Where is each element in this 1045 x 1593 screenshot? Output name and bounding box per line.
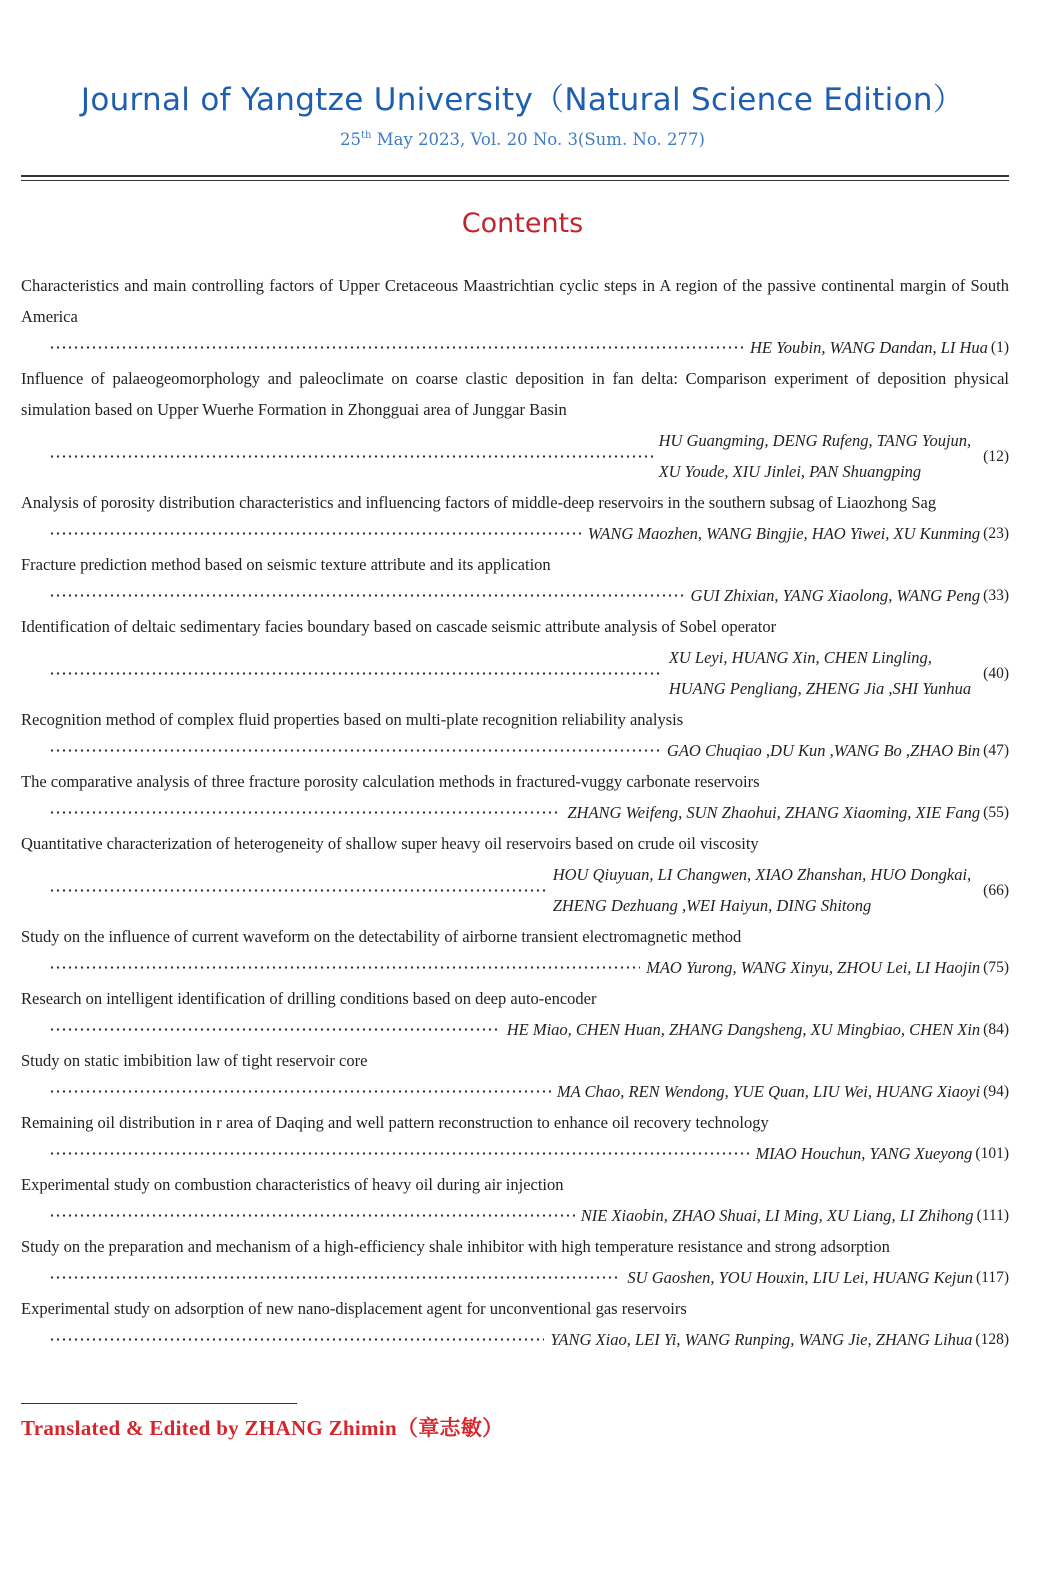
article-authors: HUANG Pengliang, ZHENG Jia ,SHI Yunhua [668,679,972,698]
author-line [21,859,1009,921]
issue-line [0,130,1045,149]
author-line [21,425,1009,487]
article-authors: GUI Zhixian, YANG Xiaolong, WANG Peng [690,586,981,605]
dot-leader [49,961,640,975]
article-authors: ZHENG Dezhuang ,WEI Haiyun, DING Shitong [552,896,872,915]
authors-block [659,425,972,487]
toc-entry[interactable] [21,766,1009,828]
article-title: Experimental study on adsorption of new nano-displacement agent for unconventional gas reservoirs [21,1299,687,1318]
toc-entry[interactable] [21,1231,1009,1293]
author-line [21,580,1009,611]
dot-leader [49,883,547,897]
toc-entry[interactable] [21,921,1009,983]
article-title: Remaining oil distribution in r area of Daqing and well pattern reconstruction to enhance oil recovery technology [21,1113,769,1132]
page-number: (23) [983,525,1009,542]
article-authors: ZHANG Weifeng, SUN Zhaohui, ZHANG Xiaoming, XIE Fang [567,803,981,822]
author-line [21,797,1009,828]
article-authors: XU Youde, XIU Jinlei, PAN Shuangping [658,462,922,481]
page-number: (101) [975,1145,1009,1162]
toc-entry[interactable] [21,487,1009,549]
translator-credit: Translated & Edited by ZHANG Zhimin（章志敏） [21,1416,504,1440]
page-number: (111) [976,1207,1009,1224]
toc-entry[interactable] [21,1107,1009,1169]
authors-block [581,1200,974,1231]
toc-entry[interactable] [21,363,1009,487]
authors-block [557,1076,980,1107]
dot-leader [49,1147,749,1161]
page-number: (47) [983,742,1009,759]
page-number: (117) [976,1269,1009,1286]
article-title: Recognition method of complex fluid properties based on multi-plate recognition reliability analysis [21,710,684,729]
toc-entry[interactable] [21,549,1009,611]
author-line [21,1138,1009,1169]
author-line [21,1262,1009,1293]
article-title: Influence of palaeogeomorphology and paleoclimate on coarse clastic deposition in fan delta: Comparison experiment of deposition physical simulation based on Upper Wuerhe Formation in Zhongguai area of Junggar Basin [21,369,1009,419]
author-line [21,1014,1009,1045]
authors-block [627,1262,973,1293]
authors-block [507,1014,980,1045]
author-line [21,1200,1009,1231]
dot-leader [49,1209,575,1223]
dot-leader [49,589,685,603]
table-of-contents [21,270,1009,1355]
toc-entry[interactable] [21,1293,1009,1355]
article-authors: MA Chao, REN Wendong, YUE Quan, LIU Wei, HUANG Xiaoyi [556,1082,981,1101]
authors-block [750,332,988,363]
article-title: Identification of deltaic sedimentary facies boundary based on cascade seismic attribute analysis of Sobel operator [21,617,777,636]
article-authors: GAO Chuqiao ,DU Kun ,WANG Bo ,ZHAO Bin [666,741,981,760]
toc-entry[interactable] [21,611,1009,704]
toc-entry[interactable] [21,1169,1009,1231]
page-number: (84) [983,1021,1009,1038]
article-title: Study on the influence of current waveform on the detectability of airborne transient electromagnetic method [21,927,742,946]
issue-details: May 2023, Vol. 20 No. 3(Sum. No. 277) [371,130,705,149]
article-authors: YANG Xiao, LEI Yi, WANG Runping, WANG Jie, ZHANG Lihua [550,1330,973,1349]
dot-leader [49,1333,544,1347]
article-title: Study on the preparation and mechanism of a high-efficiency shale inhibitor with high temperature resistance and strong adsorption [21,1237,890,1256]
page-number: (1) [990,339,1009,356]
page-number: (128) [975,1331,1009,1348]
authors-block [646,952,980,983]
author-line [21,952,1009,983]
issue-day: 25 [340,130,362,149]
contents-heading: Contents [461,208,584,239]
page-number: (55) [983,804,1009,821]
article-title: Research on intelligent identification of drilling conditions based on deep auto-encoder [21,989,597,1008]
dot-leader [49,449,653,463]
dot-leader [49,1023,501,1037]
dot-leader [49,1271,621,1285]
authors-block [553,859,971,921]
article-authors: WANG Maozhen, WANG Bingjie, HAO Yiwei, XU Kunming [587,524,981,543]
article-authors: MIAO Houchun, YANG Xueyong [755,1144,973,1163]
footer-rule [21,1403,297,1404]
page-number: (75) [983,959,1009,976]
dot-leader [49,806,561,820]
article-authors: XU Leyi, HUANG Xin, CHEN Lingling, [668,648,932,667]
authors-block [669,642,971,704]
page-number: (12) [983,447,1009,465]
article-title: The comparative analysis of three fracture porosity calculation methods in fractured-vuggy carbonate reservoirs [21,772,760,791]
journal-title: Journal of Yangtze University（Natural Science Edition） [80,82,965,118]
article-title: Analysis of porosity distribution characteristics and influencing factors of middle-deep reservoirs in the southern subsag of Liaozhong Sag [21,493,937,512]
toc-entry[interactable] [21,983,1009,1045]
authors-block [667,735,980,766]
article-title: Experimental study on combustion characteristics of heavy oil during air injection [21,1175,564,1194]
authors-block [755,1138,972,1169]
article-title: Characteristics and main controlling factors of Upper Cretaceous Maastrichtian cyclic steps in A region of the passive continental margin of South America [21,276,1009,326]
toc-entry[interactable] [21,828,1009,921]
article-authors: HU Guangming, DENG Rufeng, TANG Youjun, [658,431,972,450]
article-authors: HE Miao, CHEN Huan, ZHANG Dangsheng, XU Mingbiao, CHEN Xin [506,1020,981,1039]
toc-entry[interactable] [21,1045,1009,1107]
article-authors: SU Gaoshen, YOU Houxin, LIU Lei, HUANG Kejun [627,1268,973,1287]
authors-block [691,580,981,611]
issue-day-suffix: th [361,130,372,141]
article-authors: HE Youbin, WANG Dandan, LI Hua [749,338,988,357]
article-authors: HOU Qiuyuan, LI Changwen, XIAO Zhanshan, HUO Dongkai, [552,865,972,884]
authors-block [588,518,980,549]
toc-entry[interactable] [21,704,1009,766]
dot-leader [49,341,744,355]
dot-leader [49,744,661,758]
article-authors: NIE Xiaobin, ZHAO Shuai, LI Ming, XU Liang, LI Zhihong [580,1206,974,1225]
dot-leader [49,527,582,541]
page-number: (33) [983,587,1009,604]
authors-block [550,1324,972,1355]
page-number: (40) [983,664,1009,682]
author-line [21,735,1009,766]
toc-entry[interactable] [21,270,1009,363]
header-rule-thin [21,180,1009,181]
author-line [21,642,1009,704]
author-line [21,1324,1009,1355]
author-line [21,1076,1009,1107]
author-line [21,518,1009,549]
article-title: Fracture prediction method based on seismic texture attribute and its application [21,555,551,574]
dot-leader [49,1085,551,1099]
author-line [21,332,1009,363]
page-number: (66) [983,881,1009,899]
authors-block [567,797,980,828]
page-number: (94) [983,1083,1009,1100]
dot-leader [49,666,663,680]
article-title: Quantitative characterization of heterogeneity of shallow super heavy oil reservoirs based on crude oil viscosity [21,834,759,853]
header-rule-thick [21,175,1009,177]
article-title: Study on static imbibition law of tight reservoir core [21,1051,368,1070]
article-authors: MAO Yurong, WANG Xinyu, ZHOU Lei, LI Haojin [646,958,981,977]
